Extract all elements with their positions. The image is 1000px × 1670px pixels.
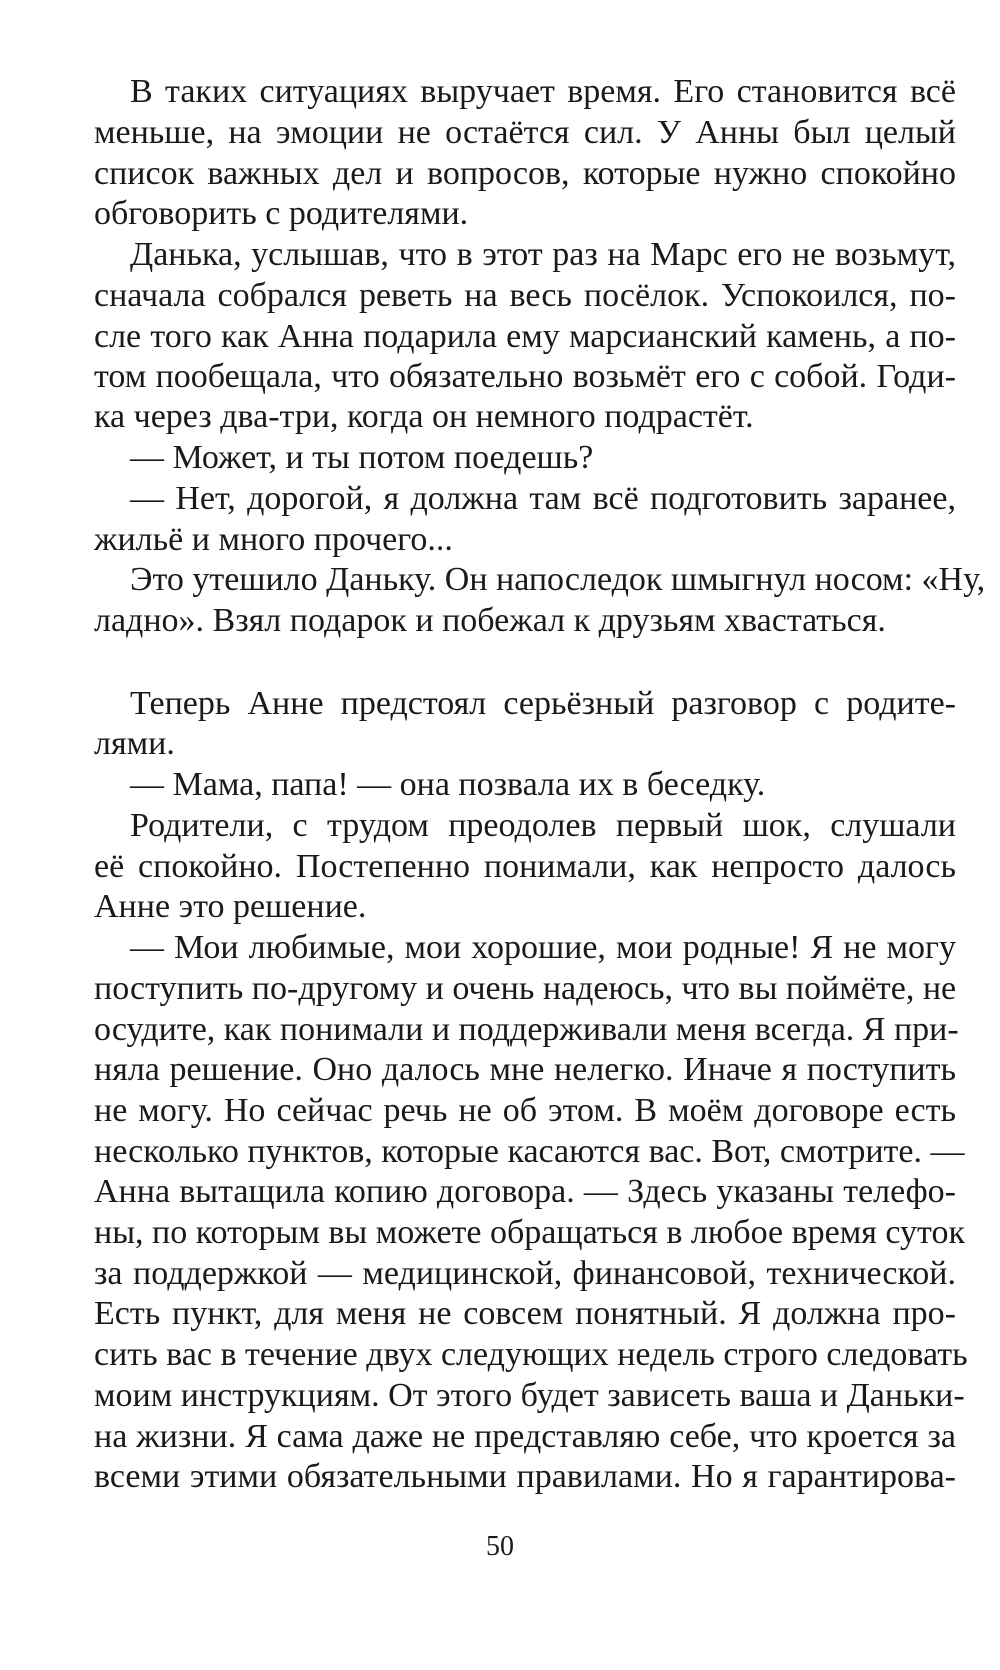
text-line: — Нет, дорогой, я должна там всё подготовить заранее, [130, 480, 956, 517]
text-line: — Мама, папа! — она позвала их в беседку. [130, 766, 766, 803]
text-line: не могу. Но сейчас речь не об этом. В моём договоре есть [94, 1092, 956, 1129]
text-line: обговорить с родителями. [94, 195, 469, 232]
text-line: её спокойно. Постепенно понимали, как непросто далось [94, 848, 956, 885]
text-line: няла решение. Оно далось мне нелегко. Иначе я поступить [94, 1051, 956, 1088]
text-line: всеми этими обязательными правилами. Но я гарантирова- [94, 1458, 956, 1495]
text-line: ка через два-три, когда он немного подрастёт. [94, 398, 754, 435]
text-line: лями. [94, 725, 175, 762]
text-line: на жизни. Я сама даже не представляю себе, что кроется за [94, 1418, 956, 1455]
text-line: осудите, как понимали и поддерживали меня всегда. Я при- [94, 1011, 959, 1048]
text-line: Это утешило Даньку. Он напоследок шмыгнул носом: «Ну, [130, 561, 986, 598]
text-line: Анна вытащила копию договора. — Здесь указаны телефо- [94, 1173, 956, 1210]
text-line: Анне это решение. [94, 888, 367, 925]
text-line: сить вас в течение двух следующих недель строго следовать [94, 1336, 968, 1373]
text-line: моим инструкциям. От этого будет зависеть ваша и Даньки- [94, 1377, 965, 1414]
text-line: жильё и много прочего... [94, 521, 453, 558]
text-line: список важных дел и вопросов, которые нужно спокойно [94, 155, 956, 192]
text-line: меньше, на эмоции не остаётся сил. У Анны был целый [94, 114, 956, 151]
text-line: Теперь Анне предстоял серьёзный разговор с родите- [130, 685, 956, 722]
text-line: — Мои любимые, мои хорошие, мои родные! Я не могу [130, 929, 956, 966]
text-line: ны, по которым вы можете обращаться в любое время суток [94, 1214, 965, 1251]
text-line: В таких ситуациях выручает время. Его становится всё [130, 73, 956, 110]
text-line: поступить по-другому и очень надеюсь, что вы поймёте, не [94, 970, 957, 1007]
text-line: ладно». Взял подарок и побежал к друзьям хвастаться. [94, 602, 886, 639]
text-line: несколько пунктов, которые касаются вас. Вот, смотрите. — [94, 1133, 965, 1170]
text-line: — Может, и ты потом поедешь? [130, 439, 594, 476]
page-number: 50 [486, 1531, 514, 1562]
text-line: том пообещала, что обязательно возьмёт его с собой. Годи- [94, 358, 956, 395]
text-line: за поддержкой — медицинской, финансовой, технической. [94, 1255, 956, 1292]
text-line: сначала собрался реветь на весь посёлок. Успокоился, по- [94, 277, 956, 314]
text-line: сле того как Анна подарила ему марсианский камень, а по- [94, 318, 956, 355]
text-line: Родители, с трудом преодолев первый шок, слушали [130, 807, 956, 844]
text-line: Есть пункт, для меня не совсем понятный. Я должна про- [94, 1295, 956, 1332]
text-line: Данька, услышав, что в этот раз на Марс его не возьмут, [130, 236, 956, 273]
